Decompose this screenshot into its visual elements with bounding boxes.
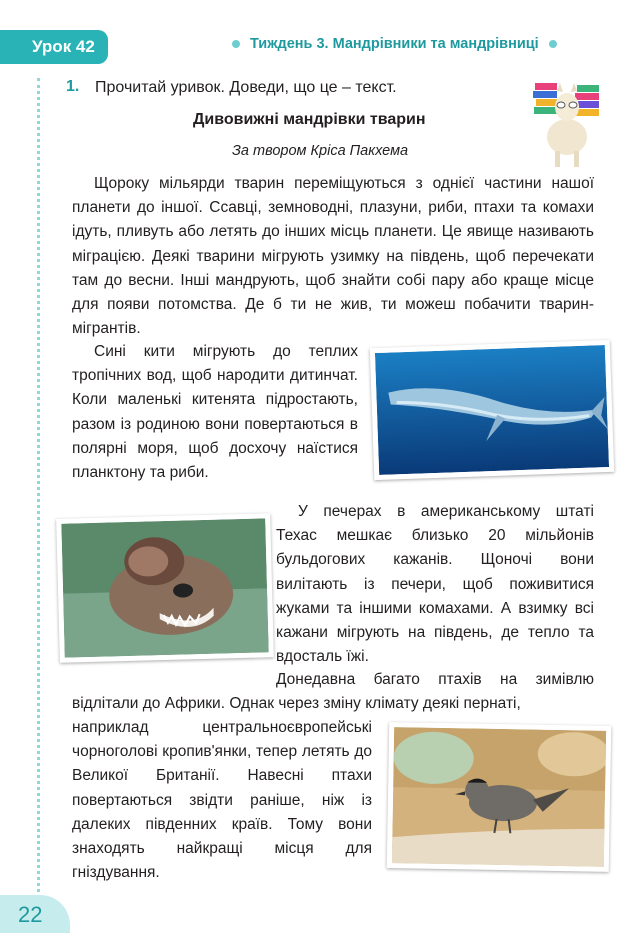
blue-whale-photo (370, 340, 614, 480)
lesson-tab: Урок 42 (0, 30, 108, 64)
paragraph-bats: У печерах в американському штаті Техас мешкає близько 20 мільйонів бульдогових кажанів. Щоночі вони вилітають із печери, щоб поживитися жуками та іншими комахами. А взимку всі кажани мігрують на південь, де тепло та вдосталь їжі. (276, 503, 594, 666)
margin-dotted-line (37, 78, 40, 898)
bullet-dot-icon (549, 40, 557, 48)
article-title: Дивовижні мандрівки тварин (193, 111, 426, 128)
llama-with-books-icon (527, 77, 607, 169)
task-instruction: Прочитай уривок. Доведи, що це – текст. (95, 79, 397, 96)
paragraph-migration: Щороку мільярди тварин переміщуються з однієї частини нашої планети до іншої. Ссавці, земноводні, плазуни, риби, птахи та комахи ідуть, пливуть або летять до інших місць планети. Це явище називають міграцією. Деякі тварини мігрують узимку на південь, щоб перечекати там до весни. Інші мандрують, щоб знайти собі пару або краще місце для появи потомства. Де б ти не жив, ти можеш побачити тварин-мігрантів. (72, 175, 594, 338)
week-header (222, 36, 567, 52)
week-title: Тиждень 3. Мандрівники та мандрівниці (250, 36, 539, 52)
blackcap-bird-photo (387, 722, 612, 872)
article-subtitle: За твором Кріса Пакхема (232, 143, 409, 159)
task-number: 1. (66, 78, 80, 95)
bulldog-bat-photo (56, 513, 274, 663)
bullet-dot-icon (232, 40, 240, 48)
paragraph-birds-rest: наприклад центральноєвропейські чорноголові кропив'янки, тепер летять до Великої Британії. Навесні птахи повертаються звідти раніше, ніж із далеких південних країв. Тому вони знаходять найкращі місця для гніздування. (72, 719, 372, 882)
paragraph-whales: Сині кити мігрують до теплих тропічних вод, щоб народити дитинчат. Коли маленькі китенята підростають, разом із родиною вони повертаються в полярні моря, щоб досхочу наїстися планктону та риби. (72, 343, 358, 482)
paragraph-birds-start: Донедавна багато птахів на зимівлю відлітали до Африки. Однак через зміну клімату деякі пернаті, (72, 671, 594, 713)
page-number: 22 (0, 895, 70, 933)
